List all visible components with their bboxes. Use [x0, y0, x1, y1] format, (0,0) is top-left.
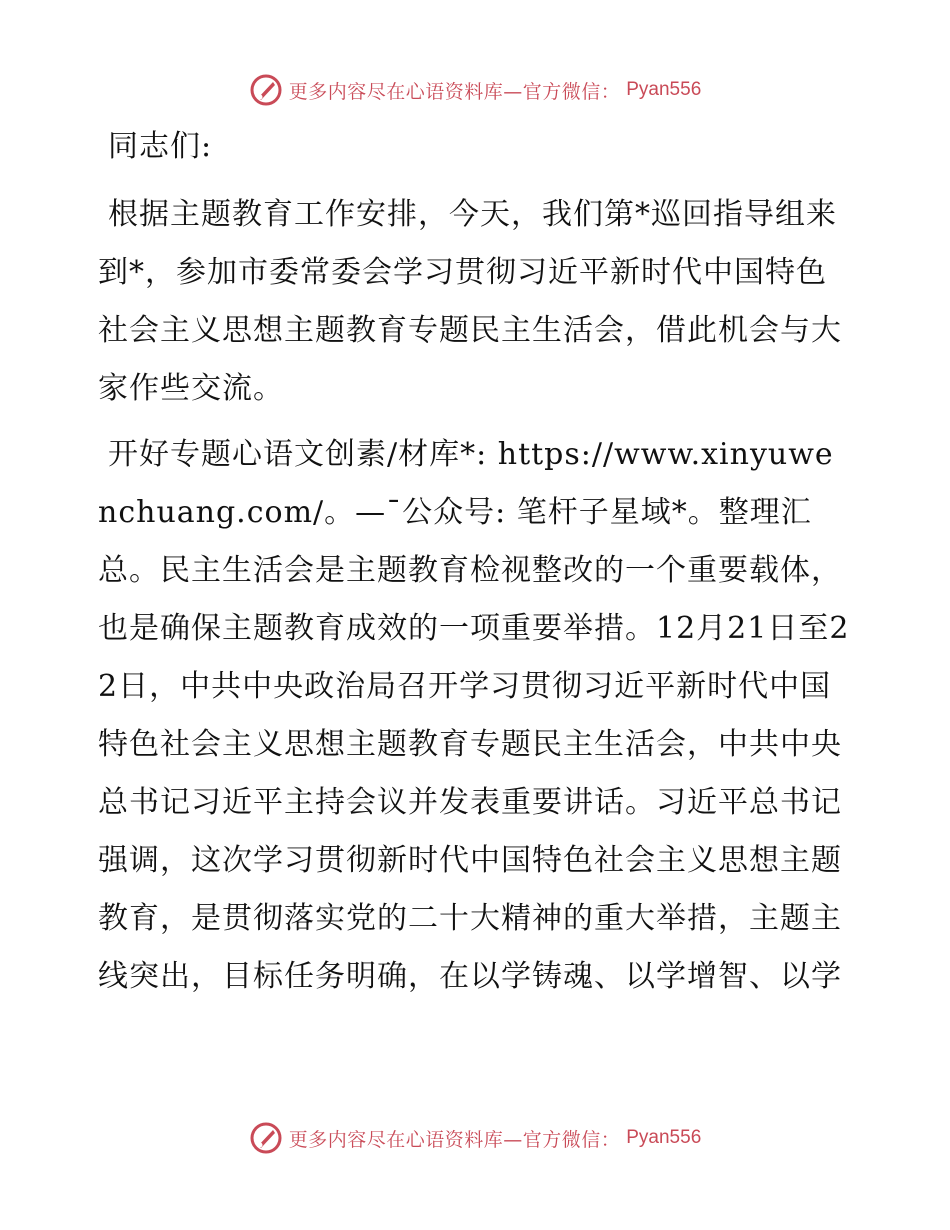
- quill-logo-icon: [249, 1121, 283, 1155]
- watermark-text: 更多内容尽在心语资料库—官方微信：: [288, 1128, 621, 1151]
- footer-watermark: [0, 1118, 950, 1158]
- quill-logo-icon: [249, 73, 283, 107]
- document-body: [98, 118, 850, 1014]
- watermark-account: Pyan556: [626, 1127, 702, 1148]
- watermark-account: Pyan556: [626, 79, 702, 100]
- greeting: 同志们:: [108, 129, 213, 164]
- paragraph-1: 根据主题教育工作安排，今天，我们第*巡回指导组来到*，参加市委常委会学习贯彻习近平新时代中国特色社会主义思想主题教育专题民主生活会，借此机会与大家作些交流。: [98, 197, 842, 406]
- paragraph-2: 开好专题心语文创素/材库*: https://www.xinyuwenchuang.com/。—¯公众号: 笔杆子星域*。整理汇总。民主生活会是主题教育检视整改的一个重要载体，也是确保主题教育成效的一项重要举措。12月21日至22日，中共中央政治局召开学习贯彻习近平新时代中国特色社会主义思想主题教育专题民主生活会，中共中央总书记习近平主持会议并发表重要讲话。习近平总书记强调，这次学习贯彻新时代中国特色社会主义思想主题教育，是贯彻落实党的二十大精神的重大举措，主题主线突出，目标任务明确，在以学铸魂、以学增智、以学: [98, 437, 850, 994]
- watermark-text: 更多内容尽在心语资料库—官方微信：: [288, 80, 621, 103]
- header-watermark: [0, 70, 950, 110]
